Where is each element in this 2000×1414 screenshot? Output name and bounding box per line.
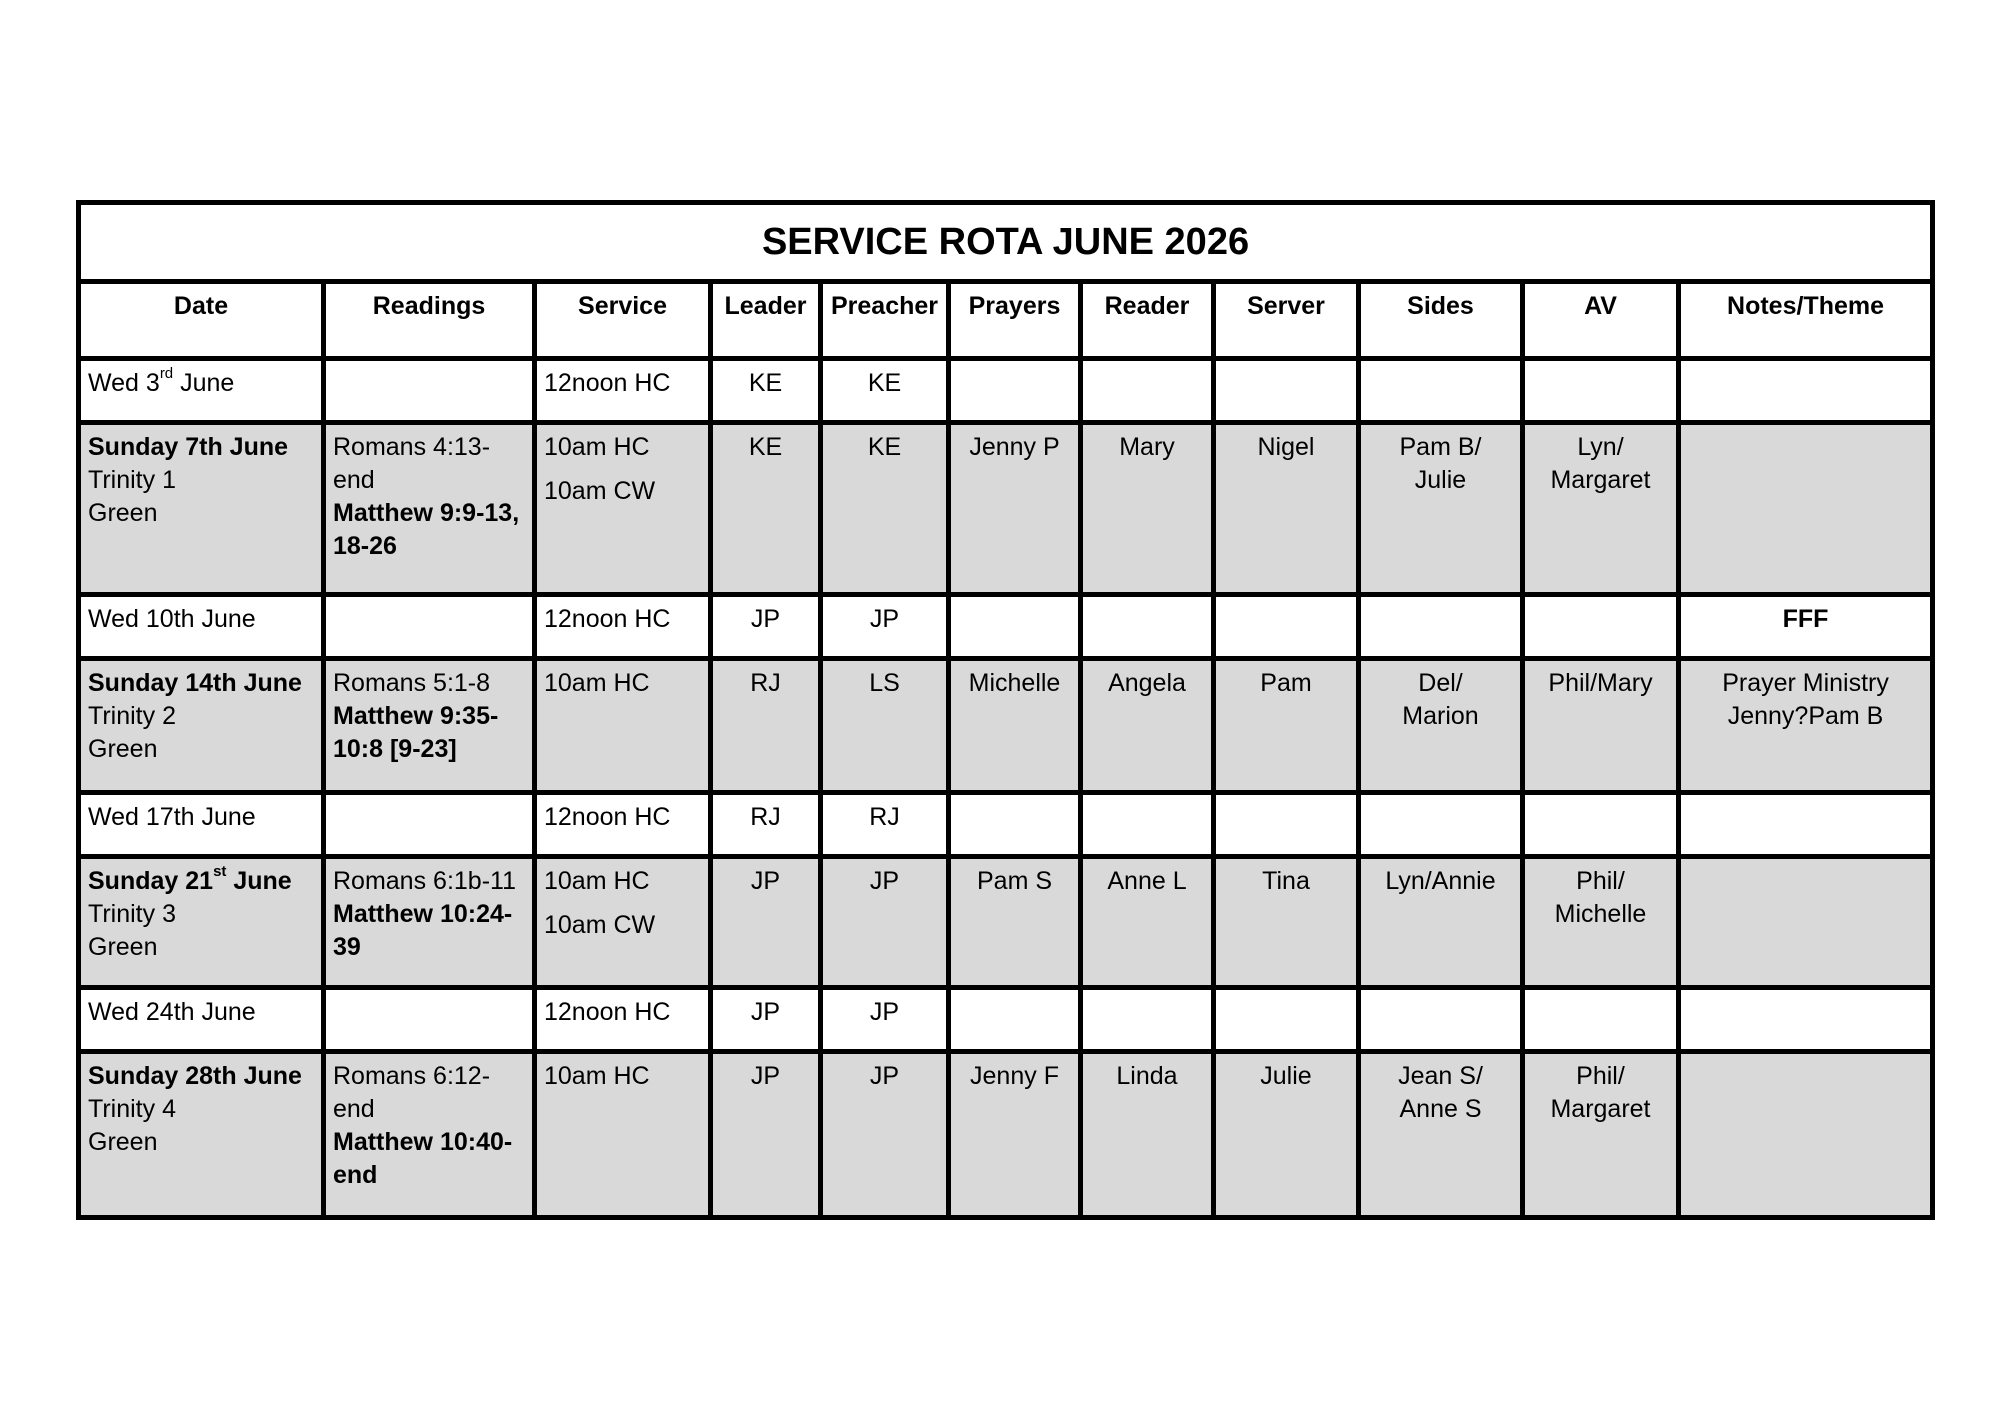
prayers-cell	[949, 793, 1081, 857]
leader-cell: RJ	[711, 659, 821, 793]
reader-cell	[1081, 359, 1214, 423]
service-time: 12noon HC	[544, 998, 671, 1026]
table-row	[79, 857, 1933, 988]
table-row	[79, 793, 1933, 857]
sides-cell	[1359, 1052, 1523, 1218]
date-cell	[79, 1052, 324, 1218]
liturgical-colour: Green	[88, 933, 158, 961]
notes-cell: FFF	[1679, 595, 1933, 659]
readings-cell	[324, 595, 535, 659]
prayers-cell	[949, 988, 1081, 1052]
service-cell	[535, 857, 711, 988]
server-cell	[1214, 359, 1359, 423]
av-name: Michelle	[1554, 900, 1647, 928]
date-day: Sunday 28th June	[88, 1062, 302, 1090]
header-preacher: Preacher	[821, 282, 949, 359]
leader-cell: JP	[711, 595, 821, 659]
leader-cell: JP	[711, 988, 821, 1052]
av-name: Lyn/	[1577, 433, 1624, 461]
notes-text: Prayer Ministry	[1722, 669, 1889, 697]
av-cell	[1523, 423, 1679, 595]
av-cell	[1523, 857, 1679, 988]
service-time: 10am HC	[544, 669, 650, 697]
notes-cell	[1679, 857, 1933, 988]
title-row	[79, 203, 1933, 282]
liturgical-colour: Green	[88, 1128, 158, 1156]
date-month: June	[226, 867, 292, 895]
header-prayers: Prayers	[949, 282, 1081, 359]
date-cell: Wed 17th June	[79, 793, 324, 857]
av-cell	[1523, 793, 1679, 857]
service-time: 10am HC	[544, 1062, 650, 1090]
preacher-cell: KE	[821, 423, 949, 595]
table-row	[79, 659, 1933, 793]
date-cell	[79, 359, 324, 423]
notes-text: Jenny?Pam B	[1727, 702, 1884, 730]
service-time: 10am CW	[544, 477, 656, 505]
service-time: 10am CW	[544, 911, 656, 939]
preacher-cell: RJ	[821, 793, 949, 857]
prayers-cell: Pam S	[949, 857, 1081, 988]
av-name: Phil/	[1576, 1062, 1625, 1090]
notes-cell	[1679, 659, 1933, 793]
readings-cell	[324, 659, 535, 793]
header-leader: Leader	[711, 282, 821, 359]
header-av: AV	[1523, 282, 1679, 359]
av-cell	[1523, 659, 1679, 793]
service-cell	[535, 793, 711, 857]
reading-gospel: Matthew 10:24-39	[333, 900, 513, 961]
prayers-cell: Jenny P	[949, 423, 1081, 595]
av-cell	[1523, 595, 1679, 659]
date-ordinal: st	[213, 862, 227, 880]
leader-cell: KE	[711, 359, 821, 423]
sides-cell	[1359, 359, 1523, 423]
prayers-cell: Michelle	[949, 659, 1081, 793]
sides-name: Anne S	[1399, 1095, 1482, 1123]
reading-first: Romans 4:13-end	[333, 433, 491, 494]
sides-cell	[1359, 857, 1523, 988]
table-row	[79, 988, 1933, 1052]
service-cell	[535, 595, 711, 659]
prayers-cell	[949, 595, 1081, 659]
liturgical-week: Trinity 1	[88, 466, 176, 494]
server-cell	[1214, 988, 1359, 1052]
notes-cell	[1679, 988, 1933, 1052]
service-cell	[535, 423, 711, 595]
reader-cell	[1081, 595, 1214, 659]
date-text: Wed 3	[88, 369, 160, 397]
liturgical-week: Trinity 4	[88, 1095, 176, 1123]
reading-first: Romans 5:1-8	[333, 669, 491, 697]
preacher-cell: JP	[821, 988, 949, 1052]
reading-gospel: Matthew 9:35-10:8 [9-23]	[333, 702, 499, 763]
leader-cell: JP	[711, 1052, 821, 1218]
preacher-cell: JP	[821, 1052, 949, 1218]
header-row	[79, 282, 1933, 359]
service-cell	[535, 359, 711, 423]
rota-title: SERVICE ROTA JUNE 2026	[79, 203, 1933, 282]
header-notes-theme: Notes/Theme	[1679, 282, 1933, 359]
service-time: 10am HC	[544, 867, 650, 895]
date-day-number: Sunday 21	[88, 867, 214, 895]
reader-cell: Anne L	[1081, 857, 1214, 988]
reader-cell: Angela	[1081, 659, 1214, 793]
prayers-cell	[949, 359, 1081, 423]
service-time: 10am HC	[544, 433, 650, 461]
table-row	[79, 359, 1933, 423]
av-cell	[1523, 1052, 1679, 1218]
date-cell: Wed 24th June	[79, 988, 324, 1052]
sides-cell	[1359, 423, 1523, 595]
server-cell: Nigel	[1214, 423, 1359, 595]
header-server: Server	[1214, 282, 1359, 359]
notes-cell	[1679, 423, 1933, 595]
server-cell	[1214, 595, 1359, 659]
liturgical-week: Trinity 3	[88, 900, 176, 928]
reading-first: Romans 6:1b-11	[333, 867, 516, 895]
service-cell	[535, 1052, 711, 1218]
notes-cell	[1679, 1052, 1933, 1218]
reading-first: Romans 6:12-end	[333, 1062, 491, 1123]
service-rota-table	[76, 200, 1935, 1220]
date-month: June	[173, 369, 235, 397]
server-cell	[1214, 793, 1359, 857]
av-cell	[1523, 359, 1679, 423]
service-cell	[535, 659, 711, 793]
sides-name: Julie	[1414, 466, 1467, 494]
table-row	[79, 595, 1933, 659]
table-row	[79, 423, 1933, 595]
sides-cell	[1359, 659, 1523, 793]
service-time: 12noon HC	[544, 605, 671, 633]
sides-cell	[1359, 793, 1523, 857]
preacher-cell: LS	[821, 659, 949, 793]
notes-cell	[1679, 793, 1933, 857]
notes-cell	[1679, 359, 1933, 423]
liturgical-colour: Green	[88, 735, 158, 763]
readings-cell	[324, 793, 535, 857]
av-name: Margaret	[1550, 466, 1651, 494]
header-service: Service	[535, 282, 711, 359]
readings-cell	[324, 423, 535, 595]
sides-cell	[1359, 988, 1523, 1052]
preacher-cell: KE	[821, 359, 949, 423]
av-name: Phil/	[1576, 867, 1625, 895]
table-row	[79, 1052, 1933, 1218]
reader-cell	[1081, 988, 1214, 1052]
server-cell: Pam	[1214, 659, 1359, 793]
service-time: 12noon HC	[544, 369, 671, 397]
reading-gospel: Matthew 10:40-end	[333, 1128, 513, 1189]
av-name: Phil/Mary	[1548, 669, 1653, 697]
av-name: Margaret	[1550, 1095, 1651, 1123]
prayers-cell: Jenny F	[949, 1052, 1081, 1218]
date-day	[88, 862, 314, 898]
reader-cell: Mary	[1081, 423, 1214, 595]
preacher-cell: JP	[821, 857, 949, 988]
av-cell	[1523, 988, 1679, 1052]
preacher-cell: JP	[821, 595, 949, 659]
service-time: 12noon HC	[544, 803, 671, 831]
date-day: Sunday 7th June	[88, 433, 289, 461]
reading-gospel: Matthew 9:9-13, 18-26	[333, 499, 520, 560]
reader-cell: Linda	[1081, 1052, 1214, 1218]
sides-name: Marion	[1402, 702, 1479, 730]
sides-name: Pam B/	[1399, 433, 1482, 461]
leader-cell: JP	[711, 857, 821, 988]
leader-cell: KE	[711, 423, 821, 595]
server-cell: Tina	[1214, 857, 1359, 988]
leader-cell: RJ	[711, 793, 821, 857]
server-cell: Julie	[1214, 1052, 1359, 1218]
header-date: Date	[79, 282, 324, 359]
header-reader: Reader	[1081, 282, 1214, 359]
sides-name: Jean S/	[1398, 1062, 1483, 1090]
sides-name: Lyn/Annie	[1385, 867, 1496, 895]
readings-cell	[324, 359, 535, 423]
readings-cell	[324, 1052, 535, 1218]
readings-cell	[324, 988, 535, 1052]
reader-cell	[1081, 793, 1214, 857]
date-cell	[79, 857, 324, 988]
date-cell	[79, 423, 324, 595]
header-sides: Sides	[1359, 282, 1523, 359]
date-cell: Wed 10th June	[79, 595, 324, 659]
date-cell	[79, 659, 324, 793]
sides-cell	[1359, 595, 1523, 659]
header-readings: Readings	[324, 282, 535, 359]
service-cell	[535, 988, 711, 1052]
liturgical-week: Trinity 2	[88, 702, 176, 730]
date-ordinal: rd	[159, 364, 174, 382]
liturgical-colour: Green	[88, 499, 158, 527]
date-day: Sunday 14th June	[88, 669, 302, 697]
sides-name: Del/	[1418, 669, 1463, 697]
readings-cell	[324, 857, 535, 988]
